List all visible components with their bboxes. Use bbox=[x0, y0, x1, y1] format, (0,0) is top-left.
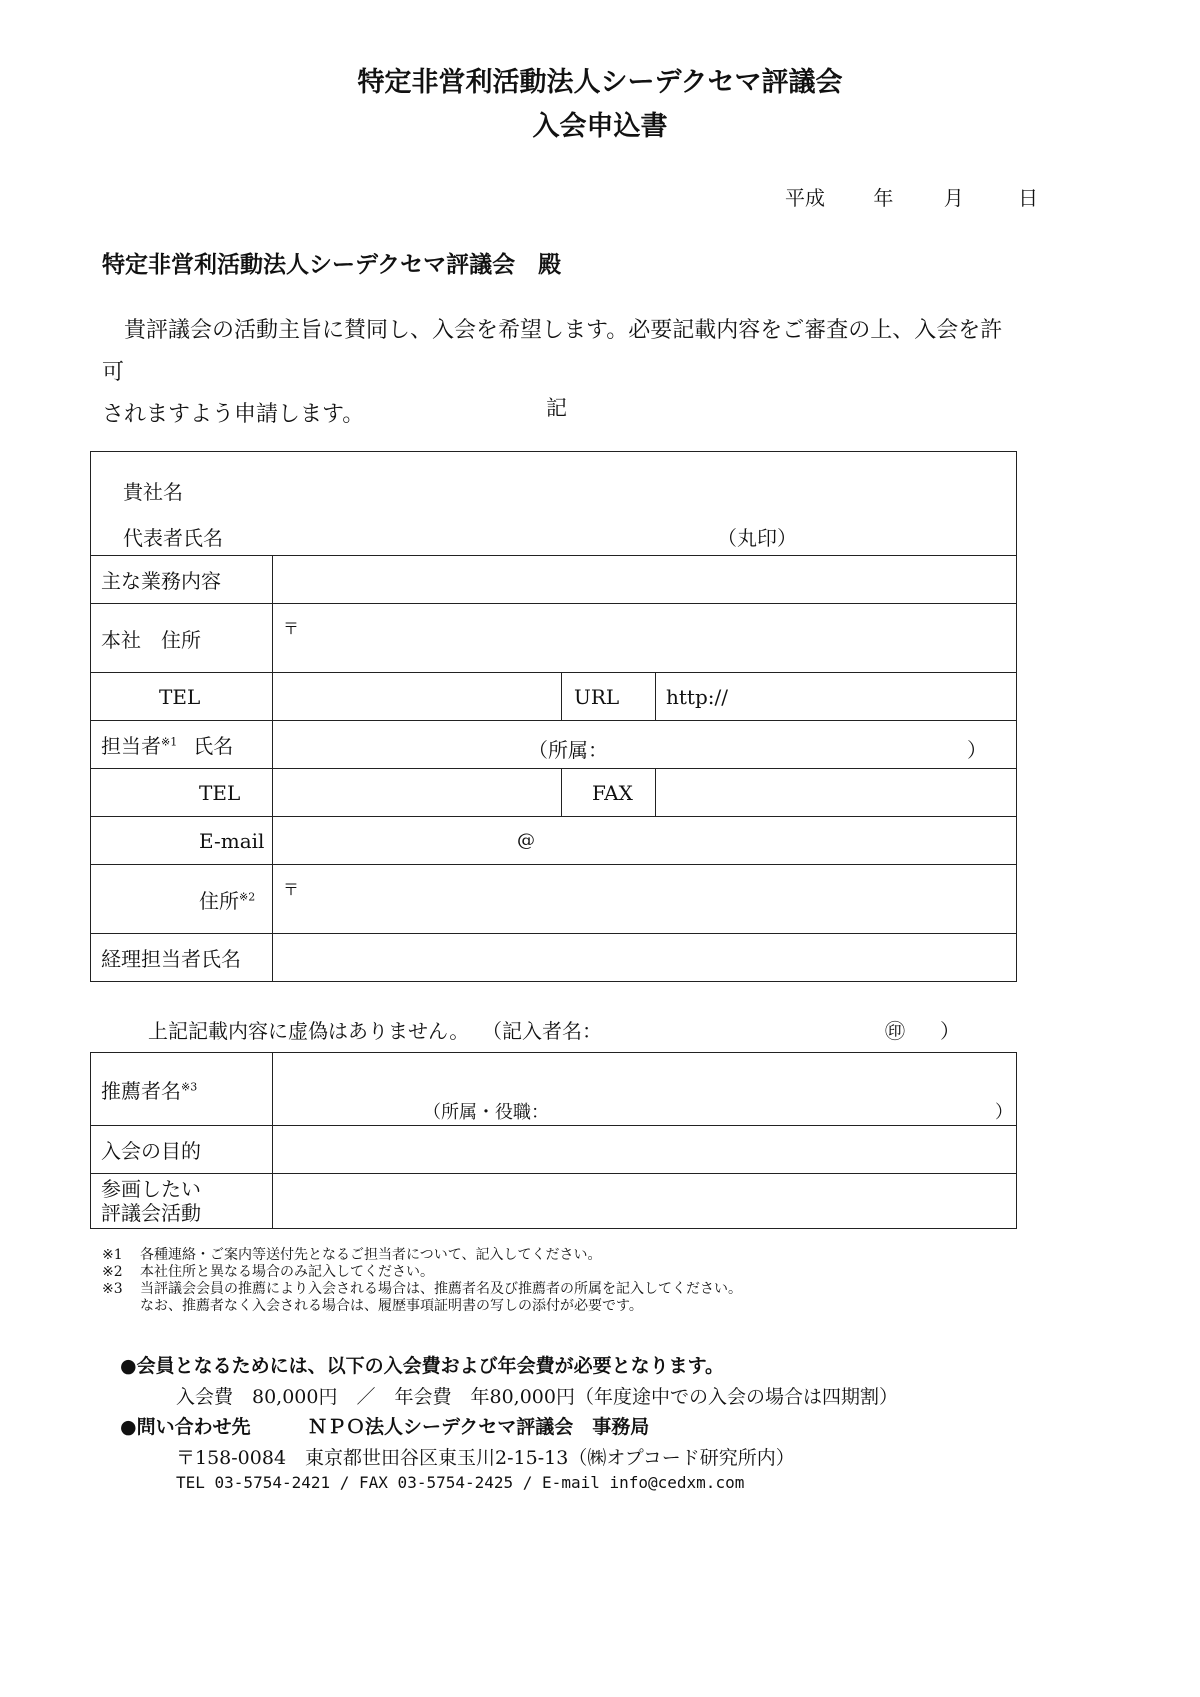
address-sup: ※2 bbox=[239, 889, 256, 903]
url-field[interactable]: http:// bbox=[656, 673, 1017, 721]
note-item bbox=[102, 1281, 742, 1298]
date-day: 日 bbox=[1018, 186, 1039, 210]
date-era: 平成 bbox=[785, 186, 825, 210]
postal-mark-2: 〒 bbox=[283, 880, 300, 899]
recommender-text: 推薦者名 bbox=[101, 1078, 181, 1103]
tel-field[interactable] bbox=[273, 673, 562, 721]
note-text: 当評議会会員の推薦により入会される場合は、推薦者名及び推薦者の所属を記入してください。 bbox=[140, 1281, 742, 1297]
contact-name-row bbox=[91, 721, 1017, 769]
accounting-row bbox=[91, 934, 1017, 982]
declaration-text: 上記記載内容に虚偽はありません。 bbox=[148, 1019, 470, 1043]
accounting-label: 経理担当者氏名 bbox=[91, 934, 273, 982]
note-text: 各種連絡・ご案内等送付先となるご担当者について、記入してください。 bbox=[140, 1247, 602, 1263]
company-cell[interactable] bbox=[91, 452, 1017, 556]
writer-close: ） bbox=[940, 1019, 960, 1043]
activity-field[interactable] bbox=[273, 1174, 1017, 1229]
company-name-label: 貴社名 bbox=[123, 480, 183, 504]
fax-label: FAX bbox=[562, 769, 656, 817]
company-row bbox=[91, 452, 1017, 556]
notes-list bbox=[102, 1247, 742, 1315]
statement-line-2: されますよう申請します。 bbox=[102, 402, 365, 427]
date-year: 年 bbox=[873, 186, 894, 210]
representative-label: 代表者氏名 bbox=[123, 526, 223, 550]
activity-line-2: 評議会活動 bbox=[101, 1201, 201, 1225]
contact-person-label bbox=[91, 721, 273, 769]
date-month: 月 bbox=[943, 186, 964, 210]
contact-sup: ※1 bbox=[161, 735, 178, 749]
note-mark: ※1 bbox=[102, 1247, 123, 1263]
contact-tel-label: TEL bbox=[91, 769, 273, 817]
contact-tel-row bbox=[91, 769, 1017, 817]
note-mark: ※3 bbox=[102, 1281, 123, 1297]
statement-line-1: 貴評議会の活動主旨に賛同し、入会を希望します。必要記載内容をご審査の上、入会を許可 bbox=[102, 318, 1003, 385]
writer-label: （記入者名： bbox=[482, 1019, 602, 1043]
activity-row bbox=[91, 1174, 1017, 1229]
affiliation-close: ） bbox=[967, 738, 987, 762]
contact-address-field[interactable] bbox=[273, 865, 1017, 934]
recommender-field[interactable] bbox=[273, 1053, 1017, 1126]
seal-mark: （丸印） bbox=[717, 526, 797, 550]
note-item bbox=[102, 1298, 742, 1315]
purpose-field[interactable] bbox=[273, 1126, 1017, 1174]
affiliation-label: （所属： bbox=[528, 738, 608, 762]
note-mark: ※2 bbox=[102, 1264, 123, 1280]
fee-detail: 入会費 80,000円 ／ 年会費 年80,000円（年度途中での入会の場合は四期割） bbox=[176, 1386, 898, 1408]
contact-address: 〒158-0084 東京都世田谷区東玉川2-15-13（㈱オプコード研究所内） bbox=[176, 1447, 795, 1469]
recommender-label bbox=[91, 1053, 273, 1126]
business-row bbox=[91, 556, 1017, 604]
hq-address-field[interactable] bbox=[273, 604, 1017, 673]
email-field[interactable] bbox=[273, 817, 1017, 865]
contact-person-text: 担当者 bbox=[101, 734, 161, 758]
note-text: 本社住所と異なる場合のみ記入してください。 bbox=[140, 1264, 434, 1280]
contact-tel-field[interactable] bbox=[273, 769, 562, 817]
purpose-row bbox=[91, 1126, 1017, 1174]
application-form-table bbox=[90, 451, 1017, 982]
writer-seal: ㊞ bbox=[885, 1019, 905, 1043]
business-field[interactable] bbox=[273, 556, 1017, 604]
recommendation-table bbox=[90, 1052, 1017, 1229]
at-mark: @ bbox=[517, 830, 535, 851]
hq-address-label: 本社 住所 bbox=[91, 604, 273, 673]
affiliation-role-close: ） bbox=[995, 1102, 1013, 1123]
tel-label: TEL bbox=[91, 673, 273, 721]
email-row bbox=[91, 817, 1017, 865]
hq-address-row bbox=[91, 604, 1017, 673]
activity-line-1: 参画したい bbox=[101, 1177, 201, 1201]
note-item bbox=[102, 1264, 742, 1281]
tel-url-row bbox=[91, 673, 1017, 721]
purpose-label: 入会の目的 bbox=[91, 1126, 273, 1174]
recommender-sup: ※3 bbox=[181, 1079, 198, 1093]
contact-address-row bbox=[91, 865, 1017, 934]
addressee: 特定非営利活動法人シーデクセマ評議会 殿 bbox=[102, 252, 562, 278]
contact-heading: ●問い合わせ先 bbox=[120, 1416, 251, 1438]
document-title: 特定非営利活動法人シーデクセマ評議会 bbox=[357, 67, 843, 98]
business-label: 主な業務内容 bbox=[91, 556, 273, 604]
note-item bbox=[102, 1247, 742, 1264]
document-subtitle: 入会申込書 bbox=[532, 111, 668, 142]
contact-org: ＮＰＯ法人シーデクセマ評議会 事務局 bbox=[308, 1416, 650, 1438]
contact-address-label bbox=[91, 865, 273, 934]
accounting-field[interactable] bbox=[273, 934, 1017, 982]
affiliation-role-label: （所属・役職： bbox=[423, 1102, 549, 1123]
email-label: E-mail bbox=[91, 817, 273, 865]
contact-tel-fax-email: TEL 03-5754-2421 / FAX 03-5754-2425 / E-mail info@cedxm.com bbox=[176, 1473, 745, 1492]
date-line bbox=[785, 182, 1038, 211]
contact-address-text: 住所 bbox=[199, 888, 239, 913]
contact-name-text: 氏名 bbox=[193, 734, 234, 758]
fax-field[interactable] bbox=[656, 769, 1017, 817]
ki-mark: 記 bbox=[546, 396, 567, 420]
contact-name-field[interactable] bbox=[273, 721, 1017, 769]
postal-mark: 〒 bbox=[283, 619, 300, 638]
url-label: URL bbox=[562, 673, 656, 721]
activity-label bbox=[91, 1174, 273, 1229]
note-text: なお、推薦者なく入会される場合は、履歴事項証明書の写しの添付が必要です。 bbox=[140, 1298, 643, 1314]
fee-heading: ●会員となるためには、以下の入会費および年会費が必要となります。 bbox=[120, 1355, 725, 1377]
recommender-row bbox=[91, 1053, 1017, 1126]
